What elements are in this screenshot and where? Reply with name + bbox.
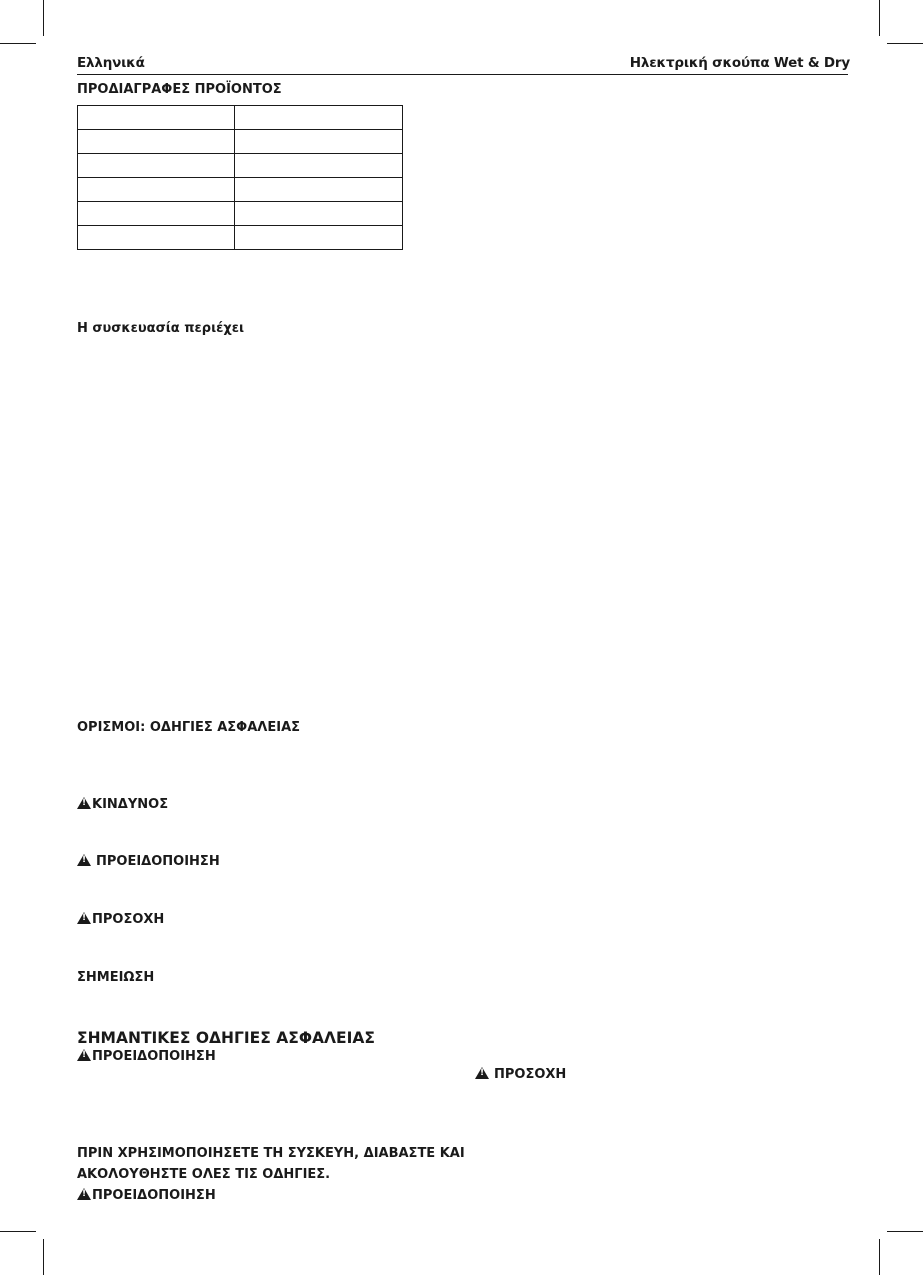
crop-mark (879, 1239, 880, 1275)
specs-heading: ΠΡΟΔΙΑΓΡΑΦΕΣ ΠΡΟΪΟΝΤΟΣ (77, 82, 282, 97)
read-instructions-line-1: ΠΡΙΝ ΧΡΗΣΙΜΟΠΟΙΗΣΕΤΕ ΤΗ ΣΥΣΚΕΥΗ, ΔΙΑΒΑΣΤΕ ΚΑΙ (77, 1146, 465, 1161)
table-cell (78, 130, 235, 154)
table-cell (235, 202, 403, 226)
warning-triangle-icon (77, 1188, 91, 1200)
important-warning-text-2: ΠΡΟΕΙΔΟΠΟΙΗΣΗ (92, 1188, 216, 1203)
crop-mark (887, 1231, 923, 1232)
warning-triangle-icon (77, 854, 91, 866)
warning-text: ΠΡΟΕΙΔΟΠΟΙΗΣΗ (96, 854, 220, 869)
table-row (78, 226, 403, 250)
header-divider (77, 74, 848, 75)
table-cell (235, 106, 403, 130)
important-warning-label (77, 1049, 216, 1064)
warning-triangle-icon (77, 1049, 91, 1061)
important-heading: ΣΗΜΑΝΤΙΚΕΣ ΟΔΗΓΙΕΣ ΑΣΦΑΛΕΙΑΣ (77, 1029, 375, 1047)
package-heading: Η συσκευασία περιέχει (77, 321, 245, 336)
table-row (78, 178, 403, 202)
caution-text: ΠΡΟΣΟΧΗ (92, 912, 165, 927)
table-cell (235, 226, 403, 250)
table-cell (235, 154, 403, 178)
table-cell (235, 130, 403, 154)
right-caution-label (475, 1067, 566, 1082)
table-row (78, 154, 403, 178)
specs-table (77, 105, 403, 250)
table-row (78, 202, 403, 226)
table-row (78, 130, 403, 154)
crop-mark (879, 0, 880, 36)
table-cell (235, 178, 403, 202)
warning-triangle-icon (77, 797, 91, 809)
table-cell (78, 106, 235, 130)
danger-text: ΚΙΝΔΥΝΟΣ (92, 797, 169, 812)
table-cell (78, 154, 235, 178)
important-warning-text: ΠΡΟΕΙΔΟΠΟΙΗΣΗ (92, 1049, 216, 1064)
crop-mark (43, 1239, 44, 1275)
crop-mark (0, 1231, 36, 1232)
crop-mark (43, 0, 44, 36)
note-label: ΣΗΜΕΙΩΣΗ (77, 970, 155, 985)
danger-label (77, 797, 168, 812)
caution-label (77, 912, 164, 927)
right-caution-text: ΠΡΟΣΟΧΗ (494, 1067, 567, 1082)
read-instructions-line-2: ΑΚΟΛΟΥΘΗΣΤΕ ΟΛΕΣ ΤΙΣ ΟΔΗΓΙΕΣ. (77, 1167, 331, 1182)
table-cell (78, 178, 235, 202)
table-cell (78, 226, 235, 250)
crop-mark (0, 43, 36, 44)
crop-mark (887, 43, 923, 44)
warning-triangle-icon (77, 912, 91, 924)
definitions-heading: ΟΡΙΣΜΟΙ: ΟΔΗΓΙΕΣ ΑΣΦΑΛΕΙΑΣ (77, 720, 301, 735)
header-product-title: Ηλεκτρική σκούπα Wet & Dry (629, 55, 850, 71)
table-row (78, 106, 403, 130)
important-warning-label-2 (77, 1188, 216, 1203)
header-language: Ελληνικά (77, 55, 145, 71)
warning-triangle-icon (475, 1067, 489, 1079)
table-cell (78, 202, 235, 226)
warning-label (77, 854, 220, 869)
